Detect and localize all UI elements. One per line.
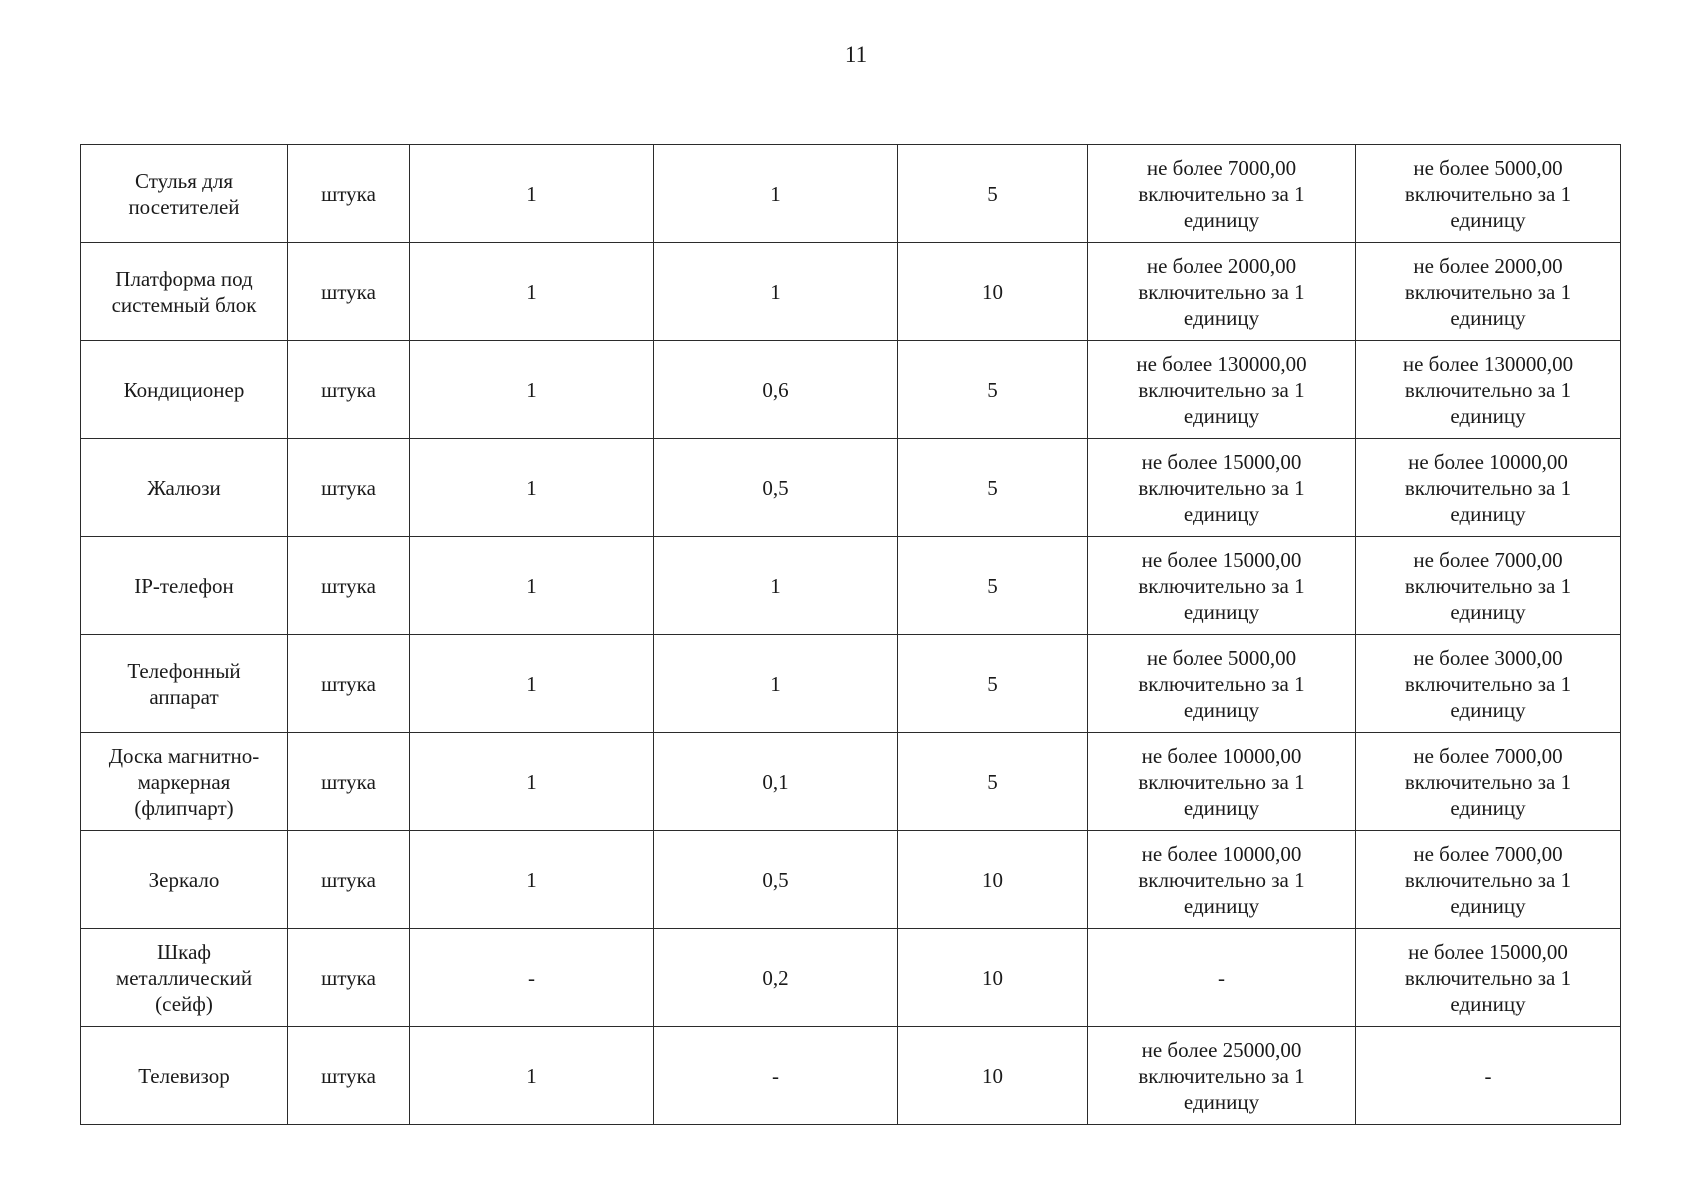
cell-text: не более 10000,00 включительно за 1 единицу <box>1404 449 1572 526</box>
cell-text: 5 <box>987 671 998 696</box>
unit-cell <box>288 537 410 635</box>
cell-text: 10 <box>982 1063 1003 1088</box>
item-name-cell <box>81 635 288 733</box>
quantity-b-cell <box>654 341 898 439</box>
cell-text: 1 <box>770 279 781 304</box>
price-b-cell <box>1356 341 1621 439</box>
table-body <box>81 145 1621 1125</box>
cell-text: штука <box>321 573 376 598</box>
cell-text: штука <box>321 475 376 500</box>
cell-text: не более 15000,00 включительно за 1 единицу <box>1138 547 1305 624</box>
service-life-cell <box>898 439 1088 537</box>
price-b-cell <box>1356 1027 1621 1125</box>
quantity-a-cell <box>410 439 654 537</box>
cell-text: 5 <box>987 181 998 206</box>
quantity-a-cell <box>410 243 654 341</box>
price-a-cell <box>1088 635 1356 733</box>
quantity-a-cell <box>410 831 654 929</box>
cell-text: 0,5 <box>762 867 789 892</box>
cell-text: 0,5 <box>762 475 789 500</box>
quantity-a-cell <box>410 145 654 243</box>
cell-text: Стулья для посетителей <box>128 168 240 219</box>
quantity-b-cell <box>654 439 898 537</box>
quantity-b-cell <box>654 733 898 831</box>
cell-text: 10 <box>982 965 1003 990</box>
cell-text: штука <box>321 181 376 206</box>
cell-text: штука <box>321 671 376 696</box>
cell-text: 5 <box>987 573 998 598</box>
service-life-cell <box>898 537 1088 635</box>
item-name-cell <box>81 831 288 929</box>
price-a-cell <box>1088 733 1356 831</box>
cell-text: - <box>528 965 535 990</box>
cell-text: 0,1 <box>762 769 789 794</box>
cell-text: не более 7000,00 включительно за 1 единицу <box>1404 743 1572 820</box>
service-life-cell <box>898 145 1088 243</box>
cell-text: 1 <box>526 1063 537 1088</box>
cell-text: 1 <box>526 475 537 500</box>
cell-text: Телефонный аппарат <box>127 658 241 709</box>
cell-text: не более 10000,00 включительно за 1 единицу <box>1138 841 1305 918</box>
cell-text: штука <box>321 279 376 304</box>
cell-text: IP-телефон <box>134 573 234 598</box>
table-row <box>81 635 1621 733</box>
price-b-cell <box>1356 439 1621 537</box>
price-b-cell <box>1356 243 1621 341</box>
cell-text: 1 <box>770 181 781 206</box>
cell-text: Платформа под системный блок <box>111 266 257 317</box>
cell-text: 5 <box>987 475 998 500</box>
price-a-cell <box>1088 439 1356 537</box>
cell-text: не более 2000,00 включительно за 1 единицу <box>1404 253 1572 330</box>
cell-text: Зеркало <box>148 867 220 892</box>
cell-text: не более 15000,00 включительно за 1 единицу <box>1138 449 1305 526</box>
cell-text: штука <box>321 965 376 990</box>
cell-text: 1 <box>770 573 781 598</box>
cell-text: Шкаф металлический (сейф) <box>115 939 253 1016</box>
item-name-cell <box>81 145 288 243</box>
cell-text: не более 10000,00 включительно за 1 единицу <box>1138 743 1305 820</box>
cell-text: 0,6 <box>762 377 789 402</box>
cell-text: Жалюзи <box>147 475 221 500</box>
cell-text: штука <box>321 377 376 402</box>
unit-cell <box>288 733 410 831</box>
cell-text: не более 15000,00 включительно за 1 единицу <box>1404 939 1572 1016</box>
cell-text: не более 2000,00 включительно за 1 единицу <box>1138 253 1305 330</box>
cell-text: 5 <box>987 377 998 402</box>
cell-text: не более 7000,00 включительно за 1 единицу <box>1404 547 1572 624</box>
table-row <box>81 831 1621 929</box>
quantity-b-cell <box>654 831 898 929</box>
quantity-a-cell <box>410 635 654 733</box>
cell-text: 1 <box>526 279 537 304</box>
unit-cell <box>288 831 410 929</box>
page-number: 11 <box>844 42 868 67</box>
unit-cell <box>288 1027 410 1125</box>
unit-cell <box>288 145 410 243</box>
table-row <box>81 1027 1621 1125</box>
price-b-cell <box>1356 537 1621 635</box>
service-life-cell <box>898 831 1088 929</box>
table-row <box>81 537 1621 635</box>
cell-text: 1 <box>526 377 537 402</box>
unit-cell <box>288 929 410 1027</box>
service-life-cell <box>898 341 1088 439</box>
table-row <box>81 341 1621 439</box>
price-b-cell <box>1356 635 1621 733</box>
cell-text: 1 <box>526 181 537 206</box>
cell-text: штука <box>321 867 376 892</box>
cell-text: Телевизор <box>138 1063 230 1088</box>
price-a-cell <box>1088 243 1356 341</box>
service-life-cell <box>898 243 1088 341</box>
cell-text: не более 5000,00 включительно за 1 единицу <box>1138 645 1305 722</box>
item-name-cell <box>81 537 288 635</box>
table-row <box>81 243 1621 341</box>
cell-text: 5 <box>987 769 998 794</box>
cell-text: не более 3000,00 включительно за 1 единицу <box>1404 645 1572 722</box>
cell-text: не более 7000,00 включительно за 1 единицу <box>1138 155 1305 232</box>
price-b-cell <box>1356 831 1621 929</box>
item-name-cell <box>81 733 288 831</box>
cell-text: 10 <box>982 867 1003 892</box>
price-a-cell <box>1088 831 1356 929</box>
cell-text: 1 <box>526 769 537 794</box>
cell-text: не более 7000,00 включительно за 1 единицу <box>1404 841 1572 918</box>
item-name-cell <box>81 439 288 537</box>
price-a-cell <box>1088 145 1356 243</box>
cell-text: Кондиционер <box>123 377 245 402</box>
cell-text: не более 130000,00 включительно за 1 единицу <box>1402 351 1574 428</box>
cell-text: 1 <box>526 573 537 598</box>
table-row <box>81 145 1621 243</box>
cell-text: Доска магнитно- маркерная (флипчарт) <box>108 743 260 820</box>
price-b-cell <box>1356 929 1621 1027</box>
quantity-a-cell <box>410 733 654 831</box>
service-life-cell <box>898 733 1088 831</box>
cell-text: не более 5000,00 включительно за 1 единицу <box>1404 155 1572 232</box>
cell-text: не более 25000,00 включительно за 1 единицу <box>1138 1037 1305 1114</box>
cell-text: 10 <box>982 279 1003 304</box>
cell-text: штука <box>321 769 376 794</box>
item-name-cell <box>81 1027 288 1125</box>
quantity-a-cell <box>410 929 654 1027</box>
unit-cell <box>288 341 410 439</box>
equipment-norms-table <box>80 144 1621 1125</box>
quantity-b-cell <box>654 145 898 243</box>
table-row <box>81 929 1621 1027</box>
table-row <box>81 733 1621 831</box>
cell-text: 1 <box>770 671 781 696</box>
item-name-cell <box>81 341 288 439</box>
cell-text: 1 <box>526 867 537 892</box>
cell-text: - <box>772 1063 779 1088</box>
price-a-cell <box>1088 537 1356 635</box>
service-life-cell <box>898 635 1088 733</box>
cell-text: - <box>1484 1063 1492 1088</box>
unit-cell <box>288 439 410 537</box>
quantity-b-cell <box>654 635 898 733</box>
quantity-b-cell <box>654 929 898 1027</box>
cell-text: - <box>1218 965 1225 990</box>
service-life-cell <box>898 1027 1088 1125</box>
cell-text: не более 130000,00 включительно за 1 единицу <box>1136 351 1307 428</box>
quantity-b-cell <box>654 243 898 341</box>
price-a-cell <box>1088 929 1356 1027</box>
unit-cell <box>288 243 410 341</box>
table-row <box>81 439 1621 537</box>
cell-text: штука <box>321 1063 376 1088</box>
price-a-cell <box>1088 1027 1356 1125</box>
quantity-a-cell <box>410 341 654 439</box>
quantity-a-cell <box>410 537 654 635</box>
item-name-cell <box>81 929 288 1027</box>
quantity-a-cell <box>410 1027 654 1125</box>
unit-cell <box>288 635 410 733</box>
cell-text: 0,2 <box>762 965 789 990</box>
price-b-cell <box>1356 145 1621 243</box>
service-life-cell <box>898 929 1088 1027</box>
price-b-cell <box>1356 733 1621 831</box>
quantity-b-cell <box>654 1027 898 1125</box>
quantity-b-cell <box>654 537 898 635</box>
cell-text: 1 <box>526 671 537 696</box>
price-a-cell <box>1088 341 1356 439</box>
item-name-cell <box>81 243 288 341</box>
